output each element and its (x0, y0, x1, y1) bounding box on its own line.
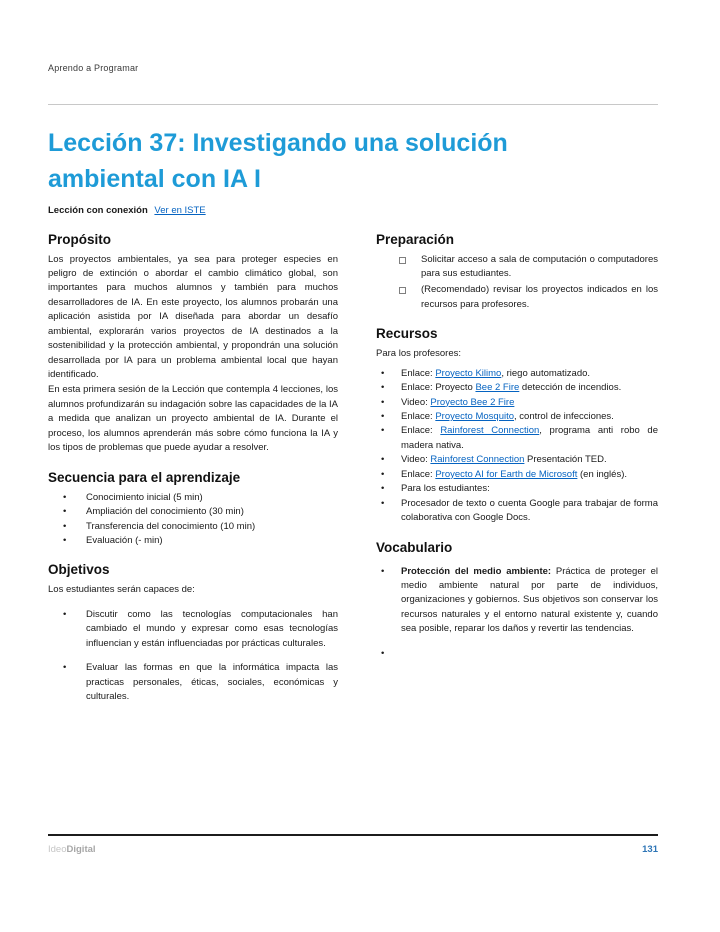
proposito-heading: Propósito (48, 231, 111, 247)
list-item (376, 497, 658, 526)
lesson-title (48, 125, 658, 198)
resource-text: Presentación TED. (524, 454, 607, 466)
resource-text: Enlace: (401, 367, 436, 379)
resource-text: , riego automatizado. (501, 367, 591, 379)
resource-text: , programa anti robo de madera nativa. (401, 425, 658, 451)
vocabulario-list (376, 565, 658, 637)
resource-text: Enlace: (401, 425, 441, 437)
left-column (48, 232, 338, 705)
resource-link[interactable]: Proyecto Kilimo (435, 367, 502, 379)
lesson-title-line1: Lección 37: Investigando una solución (48, 129, 508, 157)
resource-link[interactable]: Proyecto AI for Earth de Microsoft (435, 468, 578, 480)
list-item: (Recomendado) revisar los proyectos indicados en los recursos para profesores. (376, 283, 658, 312)
connection-row (48, 205, 658, 216)
proposito-paragraph-2: En esta primera sesión de la Lección que contempla 4 lecciones, los alumnos profundizarán su indagación sobre las capacidades de la IA a medida que analizan un proyecto ambiental de IA. Durante el proceso, los alumnos aprenderán más sobre cómo funciona la IA y los tipos de problemas que puede ayudar a resolver. (48, 384, 338, 454)
resource-link[interactable]: Rainforest Connection (430, 454, 525, 466)
list-item (376, 381, 658, 395)
header-divider (48, 104, 658, 105)
list-item: • Transferencia del conocimiento (10 min) (48, 520, 338, 534)
recursos-intro: Para los profesores: (376, 348, 462, 360)
resource-text: Enlace: Proyecto (401, 382, 476, 394)
connection-label: Lección con conexión (48, 204, 148, 216)
resource-link[interactable]: Proyecto Bee 2 Fire (430, 396, 515, 408)
resource-text: detección de incendios. (519, 382, 622, 394)
footer-row (48, 844, 658, 855)
footer-brand-light: Ideo (48, 844, 67, 855)
secuencia-heading: Secuencia para el aprendizaje (48, 469, 241, 485)
preparacion-list (376, 253, 658, 313)
resource-link[interactable]: Bee 2 Fire (475, 382, 520, 394)
resource-text: (en inglés). (577, 468, 628, 480)
header-brand: Aprendo a Programar (48, 63, 139, 73)
secuencia-list (48, 491, 338, 549)
vocab-definition: Práctica de proteger el medio ambiente natural por parte de individuos, organizaciones y gobiernos. Sus objetivos son conservar los recursos naturales y el entorno natural existente y, cuando sea posible, reparar los daños y revertir las tendencias. (401, 565, 658, 635)
page-header (48, 58, 658, 76)
list-item (376, 468, 658, 482)
list-item (376, 482, 658, 496)
vocabulario-heading: Vocabulario (376, 539, 453, 555)
page-number: 131 (642, 844, 658, 855)
lesson-title-line2: ambiental con IA I (48, 165, 262, 194)
vocab-term: Protección del medio ambiente: (401, 565, 552, 577)
right-column (376, 232, 658, 705)
list-item (376, 424, 658, 453)
recursos-list (376, 367, 658, 526)
footer-brand (48, 844, 96, 855)
resource-text: Video: (401, 396, 431, 408)
resource-text: Para los estudiantes: (401, 483, 490, 495)
list-item: Solicitar acceso a sala de computación o computadores para sus estudiantes. (376, 253, 658, 282)
page-footer (48, 834, 658, 855)
list-item: • Ampliación del conocimiento (30 min) (48, 505, 338, 519)
objetivos-intro: Los estudiantes serán capaces de: (48, 584, 195, 596)
list-item (376, 396, 658, 410)
list-item (376, 410, 658, 424)
two-column-layout (48, 232, 658, 705)
list-item (376, 367, 658, 381)
list-item: • Conocimiento inicial (5 min) (48, 491, 338, 505)
preparacion-heading: Preparación (376, 231, 455, 247)
list-item: • Discutir como las tecnologías computacionales han cambiado el mundo y expresar como esas tecnologías influencian y están influenciadas por prácticas culturales. (48, 608, 338, 651)
resource-text: Enlace: (401, 411, 436, 422)
resource-text: Procesador de texto o cuenta Google para trabajar de forma colaborativa con Google Docs. (401, 497, 658, 524)
proposito-paragraph-1: Los proyectos ambientales, ya sea para proteger especies en peligro de extinción o abordar el cambio climático global, son importantes para muchos alumnos y también para muchos desarrolladores de IA. En este proyecto, los alumnos probarán una aplicación asistida por IA diseñada para abordar un desafío ambiental, explorarán varios proyectos de IA destinados a la sostenibilidad y la protección ambiental, y propondrán una solución desarrollada por IA para un problema ambiental local que hayan identificado. (48, 253, 338, 380)
list-item: • Evaluar las formas en que la informática impacta las practicas personales, éticas, sociales, económicas y culturales. (48, 661, 338, 704)
resource-link[interactable]: Rainforest Connection (440, 425, 540, 437)
resource-text: Enlace: (401, 468, 436, 480)
list-item (376, 453, 658, 467)
resource-link[interactable]: Proyecto Mosquito (435, 411, 515, 422)
list-item: • Evaluación (- min) (48, 534, 338, 548)
resource-text: Video: (401, 454, 431, 466)
objetivos-list (48, 608, 338, 705)
recursos-heading: Recursos (376, 326, 438, 342)
objetivos-heading: Objetivos (48, 562, 110, 578)
resource-text: , control de infecciones. (514, 411, 614, 422)
footer-brand-bold: Digital (66, 844, 96, 855)
list-item (376, 565, 658, 637)
footer-divider (48, 834, 658, 836)
iste-link[interactable]: Ver en ISTE (154, 204, 206, 216)
